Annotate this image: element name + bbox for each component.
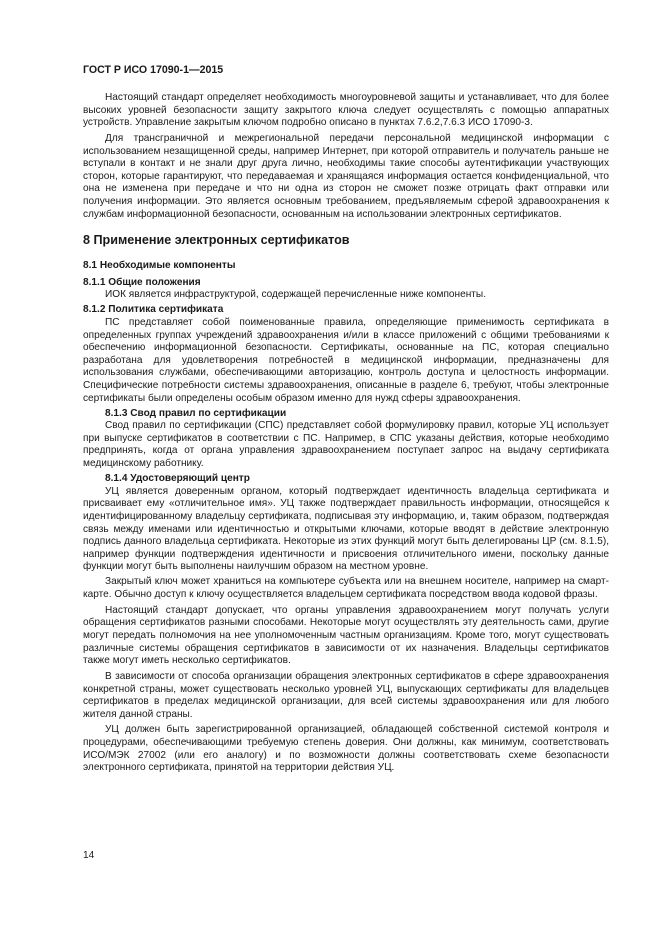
paragraph: Настоящий стандарт допускает, что органы управления здравоохранением могут получать услуги обращения сертификатов разными способами. Некоторые могут осуществлять эту деятельность сами, другие могут передать полномочия на нее уполномоченным частным организациям. Кроме того, могут существовать различные системы обращения сертификатов в зависимости от их назначения. Владельцы сертификатов также могут иметь несколько сертификатов.	[83, 604, 609, 667]
paragraph: ИОК является инфраструктурой, содержащей перечисленные ниже компоненты.	[105, 289, 486, 301]
section-heading: 8 Применение электронных сертификатов	[83, 233, 350, 248]
paragraph: Свод правил по сертификации (СПС) представляет собой формулировку правил, которые УЦ использует при выпуске сертификатов в соответствии с ПС. Например, в СПС указаны действия, которые необходимо предпринять, когда от органа управления здравоохранением поступает запрос на выдачу сертификата медицинскому работнику.	[83, 420, 609, 470]
paragraph: В зависимости от способа организации обращения электронных сертификатов в сфере здравоохранения конкретной страны, может существовать несколько уровней УЦ, выпускающих сертификаты для владельцев сертификатов в пределах медицинской организации, для всей системы здравоохранения или для любого жителя данной страны.	[83, 670, 609, 720]
paragraph: Для трансграничной и межрегиональной передачи персональной медицинской информации с использованием незащищенной среды, например Интернет, при которой отправитель и получатель раньше не вступали в контакт и не знали друг друга лично, необходимы такие способы аутентификации участвующих сторон, которые гарантируют, что передаваемая и хранящаяся информация остается конфиденциальной, что она не изменена при передаче и что ни одна из сторон не сможет позже отрицать факт отправки или получения информации. Это является основным требованием, предъявляемым сферой здравоохранения к службам информационной безопасности, основанным на использовании электронных сертификатов.	[83, 132, 609, 220]
paragraph: УЦ является доверенным органом, который подтверждает идентичность владельца сертификата и присваивает ему «отличительное имя». УЦ также подтверждает правильность информации, относящейся к идентифицированному владельцу сертификата, подписывая эту информацию, и, таким образом, подтверждая связь между именами или идентичностью и открытыми ключами, которые вводят в действие электронную подпись данного владельца сертификата. Некоторые из этих функций могут быть делегированы ЦР (см. 8.1.5), например функции подтверждения идентичности и присвоения отличительного имени, поскольку данные функции могут быть выполнены наилучшим образом на местном уровне.	[83, 485, 609, 573]
clause-heading: 8.1.3 Свод правил по сертификации	[105, 407, 287, 419]
document-body	[83, 92, 609, 778]
paragraph: Закрытый ключ может храниться на компьютере субъекта или на внешнем носителе, например на смарт-карте. Обычно доступ к ключу осуществляется владельцем сертификата посредством ввода кодовой фразы.	[83, 576, 609, 600]
clause-heading: 8.1.1 Общие положения	[83, 276, 201, 288]
document-header: ГОСТ Р ИСО 17090-1—2015	[83, 64, 224, 76]
subsection-heading: 8.1 Необходимые компоненты	[83, 260, 236, 272]
paragraph: ПС представляет собой поименованные правила, определяющие применимость сертификата в определенных группах учреждений здравоохранения и/или в классе приложений с общими требованиями к обеспечению информационной безопасности. Сертификаты, основанные на ПС, которая специально разработана для удовлетворения потребностей в медицинской информации, предназначены для использования службами, обеспечивающими авторизацию, контроль доступа и целостность информации. Специфические потребности системы здравоохранения, описанные в разделе 6, требуют, чтобы электронные сертификаты были определены особым образом именно для нужд сферы здравоохранения.	[83, 317, 609, 404]
clause-heading: 8.1.4 Удостоверяющий центр	[105, 473, 250, 485]
paragraph: УЦ должен быть зарегистрированной организацией, обладающей собственной системой контроля и процедурами, обеспечивающими требуемую степень доверия. Они должны, как минимум, соответствовать ИСО/МЭК 27002 (или его аналогу) и по возможности должны соответствовать схеме безопасности электронного сертификата, принятой на территории действия УЦ.	[83, 724, 609, 774]
clause-heading: 8.1.2 Политика сертификата	[83, 304, 224, 316]
paragraph: Настоящий стандарт определяет необходимость многоуровневой защиты и устанавливает, что для более высоких уровней безопасности защиту закрытого ключа следует осуществлять с помощью аппаратных устройств. Управление закрытым ключом подробно описано в пунктах 7.6.2,7.6.3 ИСО 17090-3.	[83, 92, 609, 129]
page-number: 14	[83, 850, 95, 861]
